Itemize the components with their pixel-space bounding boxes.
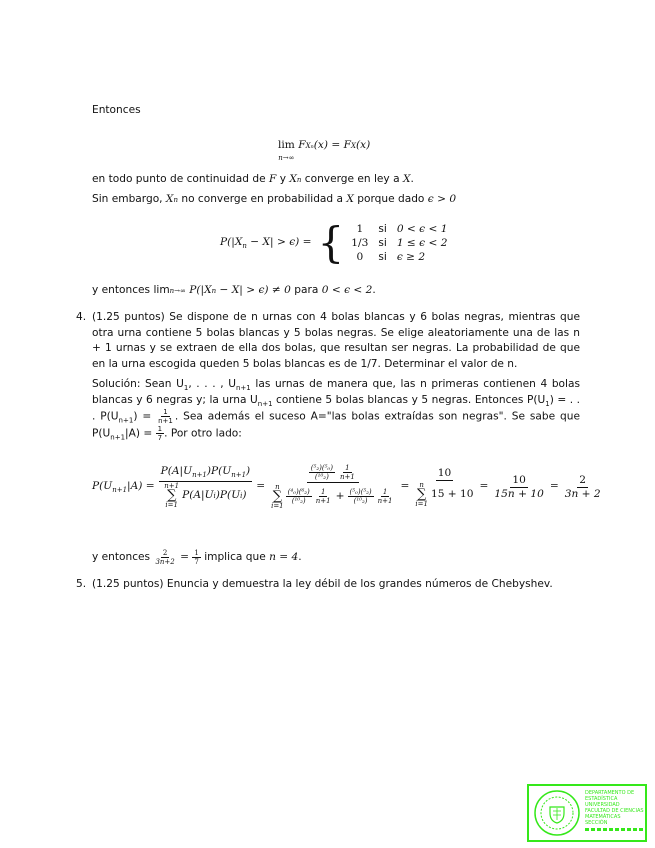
subscript: n+1 xyxy=(257,399,273,408)
question-4-number: 4. xyxy=(76,311,87,323)
fraction-denominator: n+1 xyxy=(377,497,393,505)
case-si: si xyxy=(378,251,387,263)
limit-equation xyxy=(278,138,370,169)
cases-table xyxy=(346,222,452,264)
text-segment: P(U xyxy=(92,480,113,493)
fraction-denominator: n+1 xyxy=(158,417,173,425)
fraction-denominator xyxy=(413,481,475,508)
case-row xyxy=(346,236,452,250)
stamp-title: DEPARTAMENTO DE ESTADÍSTICA xyxy=(585,790,635,802)
symbol-X: X xyxy=(346,193,354,205)
subscript: i xyxy=(240,491,243,500)
sigma-icon: ∑ xyxy=(417,486,427,502)
bayes-fraction-4 xyxy=(492,474,545,501)
rhs-F: F xyxy=(343,139,351,151)
text-segment: . Por otro lado: xyxy=(164,427,242,440)
fraction-denominator xyxy=(162,482,248,509)
bayes-fraction-2 xyxy=(269,464,396,510)
fraction xyxy=(338,464,357,481)
text-segment: en todo punto de continuidad de xyxy=(92,173,269,185)
text-segment: . xyxy=(410,173,414,185)
fraction-denominator: 7 xyxy=(157,434,163,442)
lhs-arg: (x) = xyxy=(313,139,344,151)
fraction-numerator: 10 xyxy=(437,466,452,479)
symbol-X: X xyxy=(165,193,174,205)
sum-lower: i=1 xyxy=(415,499,428,508)
binomial-ratio xyxy=(348,488,374,505)
text-segment: ) xyxy=(242,489,247,502)
binom-top: (⁵₂)(⁵₀) xyxy=(310,464,333,472)
plus-sign: + xyxy=(335,490,345,502)
text-segment: y xyxy=(276,173,290,185)
lhs-subsub: n xyxy=(310,144,314,150)
text-segment: ) = . . . P(U xyxy=(92,393,580,423)
result: n = 4 xyxy=(269,550,299,563)
sum-symbol xyxy=(271,483,284,510)
bayes-lhs xyxy=(92,479,155,495)
fraction-numerator: 2 xyxy=(162,549,168,557)
university-seal-icon xyxy=(533,789,581,837)
lhs-F: F xyxy=(298,139,306,151)
symbol-F: F xyxy=(268,173,277,185)
text-segment: y entonces xyxy=(92,550,154,563)
stamp-line: MATEMÁTICAS xyxy=(585,814,621,820)
bayes-fraction-5 xyxy=(563,474,603,501)
equals-sign: = xyxy=(176,550,193,563)
lim-subscript: n→∞ xyxy=(169,287,186,295)
subscript: n+1 xyxy=(231,471,247,480)
stamp-line: SECCIÓN xyxy=(585,820,608,826)
fraction-denominator xyxy=(269,483,396,510)
sigma-icon: ∑ xyxy=(272,489,282,504)
equals-sign: = xyxy=(256,480,266,493)
left-brace: { xyxy=(317,218,345,267)
text-segment: ) xyxy=(246,464,251,477)
subscript: i xyxy=(213,491,216,500)
case-condition: 1 ≤ ϵ < 2 xyxy=(396,237,448,249)
bayes-equation xyxy=(92,464,603,510)
text-segment: . xyxy=(372,284,376,296)
fraction-numerator: 1 xyxy=(382,488,388,496)
rhs-arg: (x) xyxy=(355,139,371,151)
text-segment: )P(U xyxy=(206,464,232,477)
intro-text: Entonces xyxy=(92,104,141,116)
symbol-X: X xyxy=(289,173,297,185)
fraction xyxy=(153,549,176,566)
case-condition: ϵ ≥ 2 xyxy=(396,251,426,263)
subscript: n+1 xyxy=(112,486,128,495)
case-row xyxy=(346,222,452,236)
text-segment: , . . . , U xyxy=(188,378,236,390)
text-segment: P(A|U xyxy=(182,489,214,502)
fraction-numerator: 1 xyxy=(157,425,163,433)
fraction-denominator: 3n+2 xyxy=(155,558,175,566)
subscript: n+1 xyxy=(192,471,207,480)
lim-word: lim xyxy=(278,139,295,151)
fraction-denominator: n+1 xyxy=(315,497,331,505)
case-si: si xyxy=(378,237,387,249)
case-si: si xyxy=(378,223,387,235)
piecewise-equation xyxy=(220,218,452,267)
case-value: 1 xyxy=(356,223,364,235)
text-segment: Solución: Sean U xyxy=(92,378,184,390)
binom-bottom: (¹⁰₂) xyxy=(353,497,368,505)
subscript-n: n xyxy=(173,196,178,204)
subscript: n+1 xyxy=(118,416,134,425)
fraction xyxy=(156,425,164,442)
piecewise-lhs: P(|X xyxy=(220,236,243,249)
subscript: n+1 xyxy=(236,384,251,393)
bayes-fraction-1 xyxy=(159,465,253,509)
sum-upper: n xyxy=(275,483,280,491)
fraction xyxy=(314,488,333,505)
case-value: 1/3 xyxy=(351,237,369,249)
epsilon-condition: 0 < ϵ < 2 xyxy=(321,284,373,296)
lim-subscript: n→∞ xyxy=(278,153,295,162)
binom-bottom: (¹⁰₂) xyxy=(291,497,306,505)
text-segment: . Sea además el suceso A="las bolas extraídas son negras". Se sabe que P(U xyxy=(92,410,580,440)
symbol-X: X xyxy=(402,173,411,185)
fraction-numerator: 1 xyxy=(163,408,168,416)
question-5-text: (1.25 puntos) Enuncia y demuestra la ley débil de los grandes números de Chebyshev. xyxy=(92,578,553,590)
binomial-ratio xyxy=(309,464,335,481)
probability-text xyxy=(92,192,456,208)
fraction xyxy=(156,408,175,425)
text-segment: contiene 5 bolas blancas y 5 negras. Entonces P(U xyxy=(272,393,546,406)
solution-text xyxy=(92,377,580,442)
fraction-denominator: 7 xyxy=(194,558,199,566)
binom-top: (⁵₀)(⁵₂) xyxy=(349,488,372,496)
stamp-line: FACULTAD DE CIENCIAS xyxy=(585,808,644,814)
sum-lower: i=1 xyxy=(271,502,284,510)
stamp-text xyxy=(585,790,645,833)
fraction-numerator: 10 xyxy=(512,473,526,486)
binom-top: (⁴₀)(⁶₂) xyxy=(287,488,310,496)
fraction-numerator: 1 xyxy=(194,549,199,557)
text-segment: |A) = xyxy=(125,427,156,440)
bayes-fraction-3 xyxy=(413,467,475,508)
limit-not-zero-text xyxy=(92,283,376,299)
expr: − X| > ϵ) ≠ 0 xyxy=(216,284,291,296)
expr: P(|X xyxy=(185,284,212,296)
fraction-numerator xyxy=(307,464,359,483)
text-segment: |A) = xyxy=(127,480,155,493)
rhs-sub: X xyxy=(351,142,356,150)
text-segment: implica que xyxy=(200,550,270,563)
fraction-numerator: 1 xyxy=(345,464,350,472)
text-segment: Sin embargo, xyxy=(92,193,166,205)
department-stamp xyxy=(527,784,647,842)
case-condition: 0 < ϵ < 1 xyxy=(396,223,448,235)
question-5-number: 5. xyxy=(76,578,87,590)
subscript: 1 xyxy=(545,399,550,408)
subscript: 1 xyxy=(183,384,189,393)
fraction xyxy=(192,549,200,566)
text-segment: . xyxy=(298,550,302,563)
text-segment: y entonces lim xyxy=(92,284,170,296)
conclusion-text xyxy=(92,549,302,566)
lhs-sub: X xyxy=(305,142,311,150)
text-segment: P(A|U xyxy=(160,464,193,477)
subscript-n: n xyxy=(296,176,302,184)
binomial-ratio xyxy=(286,488,312,505)
fraction-denominator: n+1 xyxy=(339,473,355,481)
fraction-numerator: 2 xyxy=(579,473,587,486)
binom-bottom: (¹⁰₂) xyxy=(314,473,329,481)
text-segment: las urnas de manera que, las n primeras contienen 4 bolas blancas y 6 negras y; la urna U xyxy=(92,378,580,406)
subscript: n+1 xyxy=(110,433,126,442)
fraction-denominator: 15n + 10 xyxy=(494,487,544,500)
convergence-law-text xyxy=(92,172,414,188)
sum-upper: n xyxy=(419,480,424,489)
fraction-numerator: 1 xyxy=(320,488,326,496)
sum-symbol xyxy=(164,482,179,509)
piecewise-lhs-end: − X| > ϵ) = xyxy=(246,236,312,249)
equals-sign: = xyxy=(400,480,410,493)
fraction-numerator xyxy=(159,465,253,482)
text-segment: no converge en probabilidad a xyxy=(177,193,347,205)
fraction xyxy=(376,488,395,505)
sigma-icon: ∑ xyxy=(167,488,177,504)
case-value: 0 xyxy=(356,251,364,263)
fraction-denominator: 3n + 2 xyxy=(564,487,601,500)
case-row xyxy=(346,250,452,264)
text-segment: porque dado xyxy=(353,193,428,205)
stamp-line: UNIVERSIDAD xyxy=(585,802,620,808)
sum-symbol xyxy=(415,481,428,508)
epsilon-condition: ϵ > 0 xyxy=(427,193,457,205)
text-segment: ) = xyxy=(133,410,157,423)
equals-sign: = xyxy=(549,480,559,493)
equals-sign: = xyxy=(479,480,489,493)
stamp-rule xyxy=(585,828,645,831)
subscript-n: n xyxy=(211,287,217,295)
text-segment: 15 + 10 xyxy=(430,487,474,500)
question-4-text: (1.25 puntos) Se dispone de n urnas con 4 bolas blancas y 6 bolas negras, mientras que otra urna contiene 5 bolas blancas y 5 bolas negras. Se elige aleatoriamente una de las n + 1 urnas y se extraen de ella dos bolas, que resultan ser negras. La probabilidad de que en la urna escogida queden 5 bolas blancas es de 1/7. Determinar el valor de n. xyxy=(92,311,580,370)
subscript-n: n xyxy=(242,242,247,250)
text-segment: para xyxy=(290,284,322,296)
text-segment: converge en ley a xyxy=(301,173,403,185)
sum-upper: n+1 xyxy=(164,482,180,491)
sum-lower: i=1 xyxy=(165,501,178,510)
text-segment: )P(U xyxy=(215,489,241,502)
